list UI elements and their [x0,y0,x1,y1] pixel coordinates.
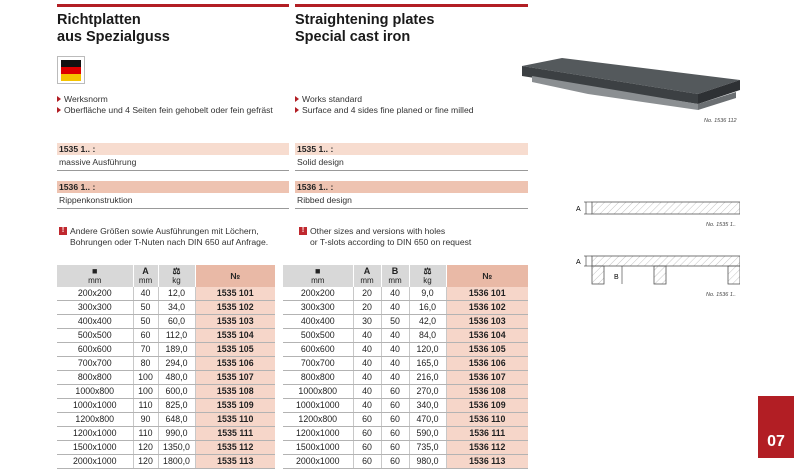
table-row [283,343,528,357]
table-cell: 100 [133,371,158,385]
table-cell: 340,0 [409,399,446,413]
note-en: ! Other sizes and versions with holes or T-slots according to DIN 650 on request [299,226,471,248]
table-row [283,455,528,469]
table-cell: 480,0 [158,371,195,385]
article-number: 1535 111 [195,427,275,441]
divider [295,170,528,171]
table-cell: 165,0 [409,357,446,371]
table-cell: 120,0 [409,343,446,357]
table-cell: 1000x1000 [283,399,353,413]
table-cell: 1200x800 [283,413,353,427]
table-row [57,427,275,441]
table-cell: 800x800 [283,371,353,385]
article-number: 1536 101 [446,287,528,301]
table-cell: 60,0 [158,315,195,329]
table-cell: 735,0 [409,441,446,455]
table-row [57,441,275,455]
table-row [283,357,528,371]
table-cell: 9,0 [409,287,446,301]
table-row [283,329,528,343]
table-cell: 40 [381,329,409,343]
table-cell: 60 [381,413,409,427]
table-cell: 60 [353,441,381,455]
table-cell: 700x700 [57,357,133,371]
table-cell: 648,0 [158,413,195,427]
variant-ribbed-de: Rippenkonstruktion [59,195,133,205]
table-row [57,399,275,413]
top-rule-left [57,4,289,7]
table-row [57,315,275,329]
table-row [57,455,275,469]
table-row [57,343,275,357]
table-cell: 294,0 [158,357,195,371]
article-number: 1536 102 [446,301,528,315]
dim-a-label: A [576,206,581,213]
dim-b-label: B [614,274,619,281]
table-cell: 40 [353,385,381,399]
table-cell: 40 [353,371,381,385]
article-number: 1536 109 [446,399,528,413]
table-cell: 1200x1000 [283,427,353,441]
article-number: 1536 110 [446,413,528,427]
ribbed-section-drawing [568,250,740,290]
col-b: B mm [381,265,409,287]
table-row [283,441,528,455]
table-cell: 110 [133,399,158,413]
table-cell: 50 [133,301,158,315]
table-cell: 1000x800 [283,385,353,399]
article-number: 1535 102 [195,301,275,315]
table-cell: 40 [381,357,409,371]
table-cell: 500x500 [57,329,133,343]
variant-solid-en: Solid design [297,157,344,167]
table-cell: 700x700 [283,357,353,371]
table-row [283,399,528,413]
table-cell: 600x600 [57,343,133,357]
table-cell: 112,0 [158,329,195,343]
article-number: 1535 108 [195,385,275,399]
table-cell: 80 [133,357,158,371]
article-number: 1536 112 [446,441,528,455]
table-cell: 1500x1000 [57,441,133,455]
table-cell: 600x600 [283,343,353,357]
table-cell: 2000x1000 [283,455,353,469]
table-row [283,371,528,385]
table-cell: 40 [353,329,381,343]
table-cell: 20 [353,287,381,301]
table-cell: 216,0 [409,371,446,385]
table-cell: 20 [353,301,381,315]
article-number: 1535 103 [195,315,275,329]
table-cell: 50 [381,315,409,329]
table-cell: 1800,0 [158,455,195,469]
table-cell: 600,0 [158,385,195,399]
table-cell: 60 [353,413,381,427]
table-cell: 40 [353,357,381,371]
table-row [283,301,528,315]
article-number: 1535 109 [195,399,275,413]
article-number: 1536 113 [446,455,528,469]
article-number: 1535 112 [195,441,275,455]
article-number: 1535 101 [195,287,275,301]
table-row [57,287,275,301]
col-size: ■ mm [57,265,133,287]
title-en: Straightening plates Special cast iron [295,12,435,45]
ribbed-table [283,265,528,469]
article-number: 1536 103 [446,315,528,329]
table-row [283,287,528,301]
product-photo [518,52,744,122]
table-cell: 42,0 [409,315,446,329]
table-cell: 100 [133,385,158,399]
table-cell: 470,0 [409,413,446,427]
table-cell: 70 [133,343,158,357]
table-cell: 84,0 [409,329,446,343]
article-number: 1535 113 [195,455,275,469]
article-number: 1535 104 [195,329,275,343]
solid-drawing-caption: No. 1535 1.. [706,222,736,228]
table-cell: 40 [381,343,409,357]
table-cell: 60 [381,399,409,413]
variant-solid-de: massive Ausführung [59,157,137,167]
table-cell: 300x300 [283,301,353,315]
divider [57,208,289,209]
table-cell: 40 [133,287,158,301]
table-cell: 12,0 [158,287,195,301]
table-cell: 40 [381,287,409,301]
table-cell: 40 [381,371,409,385]
weight-icon: ⚖ [423,266,432,276]
table-cell: 60 [381,441,409,455]
table-row [57,385,275,399]
ribbed-drawing-caption: No. 1536 1.. [706,292,736,298]
article-number: 1535 107 [195,371,275,385]
table-cell: 40 [381,301,409,315]
feature-item: Surface and 4 sides fine planed or fine milled [295,105,474,116]
table-cell: 120 [133,441,158,455]
solid-section-drawing [568,196,740,222]
col-a: A mm [353,265,381,287]
table-cell: 200x200 [57,287,133,301]
col-number: № [446,265,528,287]
table-cell: 825,0 [158,399,195,413]
table-cell: 1200x1000 [57,427,133,441]
table-cell: 60 [353,427,381,441]
table-cell: 1350,0 [158,441,195,455]
col-weight: ⚖ kg [409,265,446,287]
table-cell: 590,0 [409,427,446,441]
features-en [295,94,474,116]
divider [57,170,289,171]
table-cell: 120 [133,455,158,469]
variant-solid-code-en: 1535 1.. : [295,143,528,155]
col-a: A mm [133,265,158,287]
table-cell: 1000x800 [57,385,133,399]
article-number: 1536 106 [446,357,528,371]
table-row [57,357,275,371]
table-row [57,371,275,385]
title-de: Richtplatten aus Spezialguss [57,12,170,45]
variant-ribbed-code-en: 1536 1.. : [295,181,528,193]
warning-icon: ! [299,227,307,235]
article-number: 1536 104 [446,329,528,343]
article-number: 1536 111 [446,427,528,441]
chapter-tab: 07 [758,396,794,458]
top-rule-right [295,4,528,7]
table-cell: 40 [353,343,381,357]
article-number: 1535 110 [195,413,275,427]
variant-ribbed-en: Ribbed design [297,195,352,205]
warning-icon: ! [59,227,67,235]
table-row [57,301,275,315]
table-row [283,385,528,399]
solid-table [57,265,275,469]
photo-caption: No. 1536 112 [704,118,737,124]
note-de: ! Andere Größen sowie Ausführungen mit Löchern, Bohrungen oder T-Nuten nach DIN 650 auf Anfrage. [59,226,268,248]
german-flag-icon [57,56,85,84]
table-cell: 16,0 [409,301,446,315]
table-cell: 34,0 [158,301,195,315]
table-cell: 990,0 [158,427,195,441]
table-cell: 1200x800 [57,413,133,427]
table-cell: 500x500 [283,329,353,343]
variant-solid-code-de: 1535 1.. : [57,143,289,155]
table-cell: 40 [353,399,381,413]
table-cell: 50 [133,315,158,329]
table-cell: 1500x1000 [283,441,353,455]
article-number: 1535 105 [195,343,275,357]
table-cell: 30 [353,315,381,329]
table-cell: 2000x1000 [57,455,133,469]
table-cell: 90 [133,413,158,427]
weight-icon: ⚖ [172,266,181,276]
dim-a-label: A [576,259,581,266]
table-cell: 110 [133,427,158,441]
feature-item: Oberfläche und 4 Seiten fein gehobelt oder fein gefräst [57,105,273,116]
article-number: 1536 108 [446,385,528,399]
table-cell: 60 [381,455,409,469]
variant-ribbed-code-de: 1536 1.. : [57,181,289,193]
table-cell: 60 [381,385,409,399]
table-cell: 189,0 [158,343,195,357]
table-row [283,427,528,441]
article-number: 1536 107 [446,371,528,385]
table-cell: 200x200 [283,287,353,301]
feature-item: Works standard [295,94,474,105]
table-cell: 400x400 [57,315,133,329]
table-row [283,413,528,427]
table-row [57,413,275,427]
divider [295,208,528,209]
table-cell: 60 [353,455,381,469]
table-cell: 1000x1000 [57,399,133,413]
col-number: № [195,265,275,287]
table-row [57,329,275,343]
table-cell: 60 [381,427,409,441]
table-cell: 800x800 [57,371,133,385]
table-cell: 270,0 [409,385,446,399]
article-number: 1536 105 [446,343,528,357]
table-cell: 980,0 [409,455,446,469]
col-weight: ⚖ kg [158,265,195,287]
table-cell: 400x400 [283,315,353,329]
features-de [57,94,273,116]
article-number: 1535 106 [195,357,275,371]
col-size: ■ mm [283,265,353,287]
table-row [283,315,528,329]
feature-item: Werksnorm [57,94,273,105]
table-cell: 60 [133,329,158,343]
table-cell: 300x300 [57,301,133,315]
